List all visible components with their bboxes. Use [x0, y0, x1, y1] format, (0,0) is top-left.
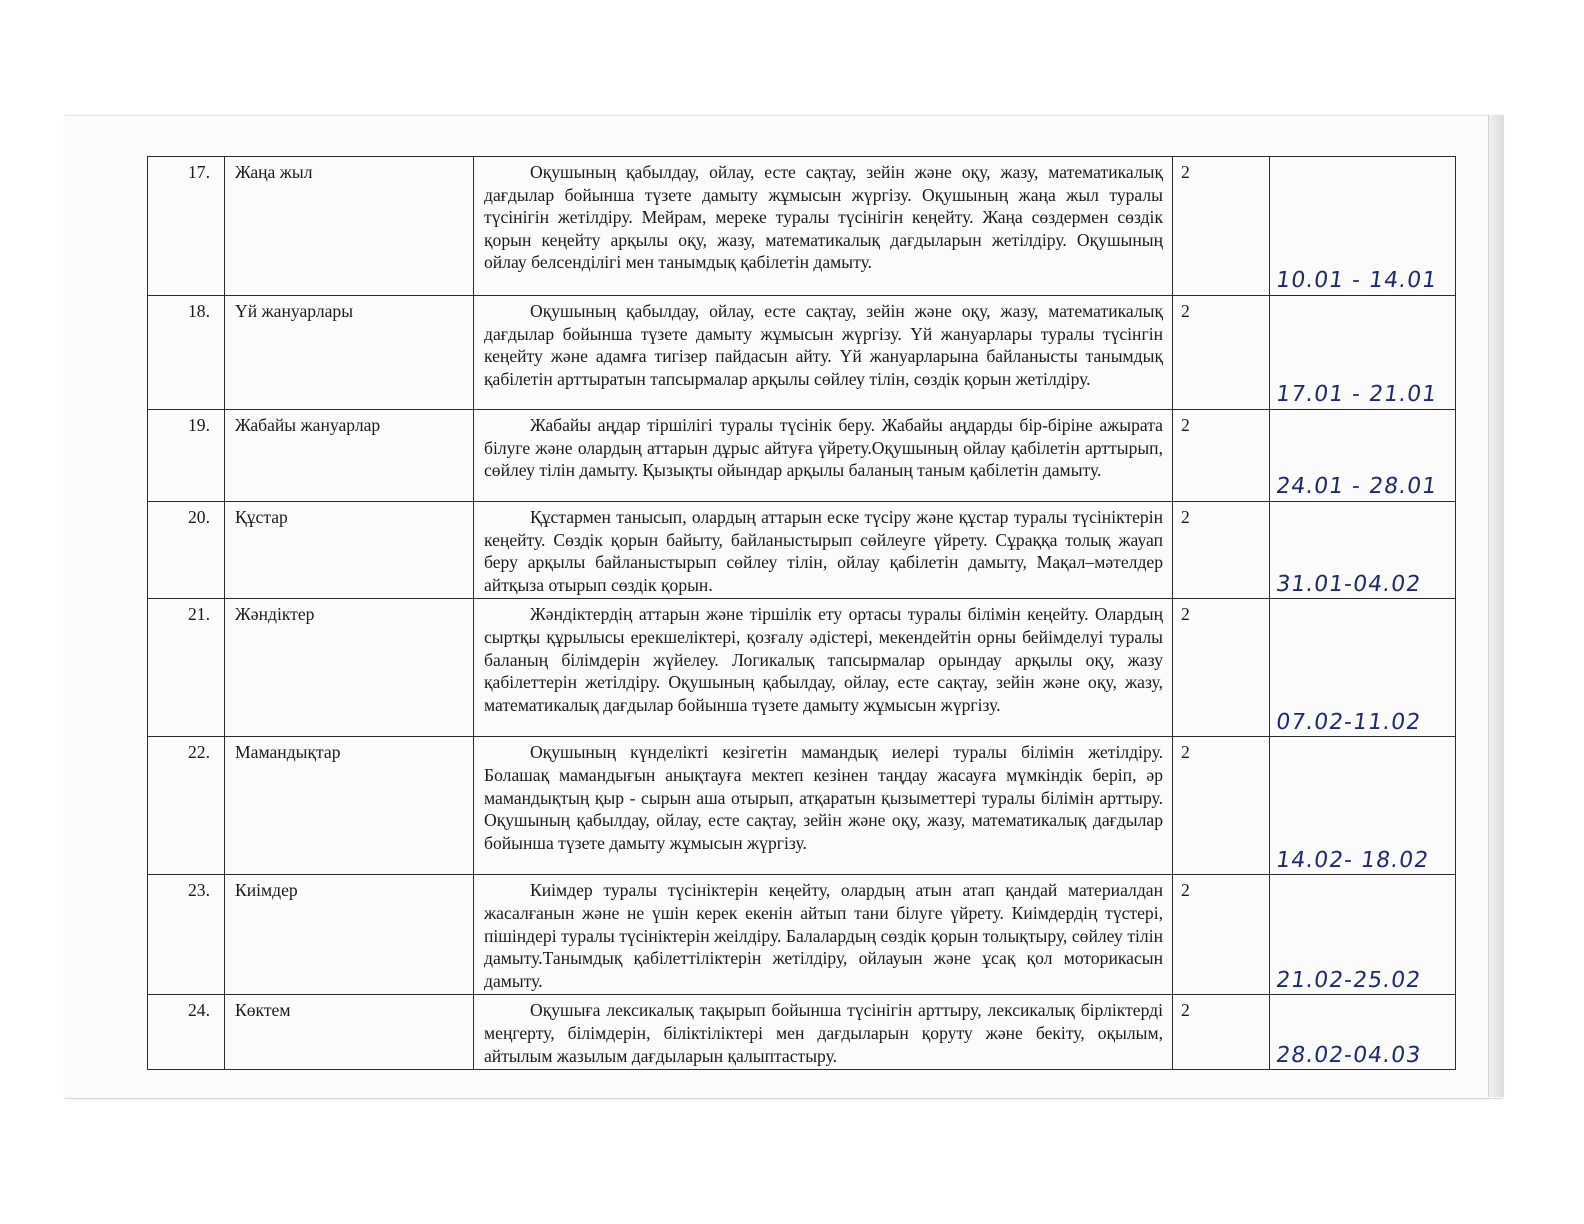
row-number: 17.: [148, 157, 225, 296]
topic-cell: Жәндіктер: [225, 599, 474, 737]
hours-cell: 2: [1173, 296, 1270, 410]
date-cell: [1270, 296, 1456, 410]
date-cell: [1270, 502, 1456, 599]
description-cell: [474, 737, 1173, 875]
row-number: 21.: [148, 599, 225, 737]
page-edge-shadow: [1488, 115, 1504, 1097]
hours-cell: 2: [1173, 599, 1270, 737]
table-row: [148, 157, 1456, 296]
hours-cell: 2: [1173, 995, 1270, 1070]
row-number: 20.: [148, 502, 225, 599]
row-number: 24.: [148, 995, 225, 1070]
description-cell: [474, 875, 1173, 995]
table-row: [148, 296, 1456, 410]
description-text: Құстармен танысып, олардың аттарын еске түсіру және құстар туралы түсініктерін кеңейту. Сөздік қорын байыту, байланыстырып сөйлеуге үйрету. Сұраққа толық жауап беру арқылы байланыстырып сөйлеу тілін, ойлау қабілетін дамыту, Мақал–мәтелдер айтқыза отырып сөздік қорын.: [484, 507, 1163, 595]
row-number: 19.: [148, 410, 225, 502]
table-row: [148, 875, 1456, 995]
description-text: Оқушының күнделікті кезігетін мамандық иелері туралы білімін жетілдіру. Болашақ мамандығын анықтауға мектеп кезінен таңдау жасауға мүмкіндік беріп, әр мамандықтың қыр - сырын аша отырып, атқаратын қызыметтері туралы білімін арттыру. Оқушының қабылдау, ойлау, есте сақтау, зейін және оқу, жазу, математикалық дағдылар бойынша түзете дамыту жұмысын жүргізу.: [484, 742, 1163, 853]
description-cell: [474, 410, 1173, 502]
description-text: Оқушыға лексикалық тақырып бойынша түсінігін арттыру, лексикалық бірліктерді меңгерту, білімдерін, біліктіліктері мен дағдыларын қоруту және бекіту, оқылым, айтылым жазылым дағдыларын қалыптастыру.: [484, 1000, 1163, 1066]
date-cell: [1270, 157, 1456, 296]
table-row: [148, 599, 1456, 737]
description-text: Жәндіктердің аттарын және тіршілік ету ортасы туралы білімін кеңейту. Олардың сыртқы құрылысы ерекшеліктері, қозғалу әдістері, мекендейтін орны бейімделуі туралы баланың білімдерін жүйелеу. Логикалық тапсырмалар орындау арқылы оқу, жазу қабілеттерін жетілдіру. Оқушының қабылдау, ойлау, есте сақтау, зейін және оқу, жазу, математикалық дағдылар бойынша түзете дамыту жұмысын жүргізу.: [484, 604, 1163, 715]
description-text: Киімдер туралы түсініктерін кеңейту, олардың атын атап қандай материалдан жасалғанын және не үшін керек екенін айтып тани білуге үйрету. Киімдердің түстері, пішіндері туралы түсініктерін жеілдіру. Балалардың сөздік қорын толықтыру, сөйлеу тілін дамыту.Танымдық қабілеттіліктерін жетілдіру, ойлауын және ұсақ қол моторикасын дамыту.: [484, 880, 1163, 991]
description-cell: [474, 296, 1173, 410]
lesson-plan-table: [147, 156, 1456, 1070]
handwritten-date: 14.02- 18.02: [1274, 847, 1431, 873]
handwritten-date: 10.01 - 14.01: [1274, 268, 1439, 294]
hours-cell: 2: [1173, 737, 1270, 875]
handwritten-date: 24.01 - 28.01: [1274, 474, 1439, 500]
date-cell: [1270, 875, 1456, 995]
description-cell: [474, 157, 1173, 296]
row-number: 22.: [148, 737, 225, 875]
hours-cell: 2: [1173, 157, 1270, 296]
date-cell: [1270, 410, 1456, 502]
description-text: Оқушының қабылдау, ойлау, есте сақтау, зейін және оқу, жазу, математикалық дағдылар бойынша түзете дамыту жұмысын жүргізу. Үй жануарлары туралы түсінгін кеңейту және адамға тигізер пайдасын айту. Үй жануарларына байланысты танымдық қабілетін арттыратын тапсырмалар арқылы сөйлеу тілін, сөздік қорын жетілдіру.: [484, 301, 1163, 389]
date-cell: [1270, 599, 1456, 737]
hours-cell: 2: [1173, 875, 1270, 995]
topic-cell: Киімдер: [225, 875, 474, 995]
handwritten-date: 31.01-04.02: [1274, 571, 1423, 597]
handwritten-date: 17.01 - 21.01: [1274, 382, 1439, 408]
description-cell: [474, 502, 1173, 599]
row-number: 18.: [148, 296, 225, 410]
date-cell: [1270, 995, 1456, 1070]
topic-cell: Жабайы жануарлар: [225, 410, 474, 502]
description-text: Оқушының қабылдау, ойлау, есте сақтау, зейін және оқу, жазу, математикалық дағдылар бойынша түзете дамыту жұмысын жүргізу. Оқушының жаңа жыл туралы түсінігін жетілдіру. Мейрам, мереке туралы түсінігін кеңейту. Жаңа сөздермен сөздік қорын кеңейту арқылы оқу, жазу, математикалық дағдыларын жетілдіру. Оқушының ойлау белсенділігі мен танымдық қабілетін дамыту.: [484, 162, 1163, 273]
table-row: [148, 737, 1456, 875]
topic-cell: Құстар: [225, 502, 474, 599]
table-row: [148, 995, 1456, 1070]
handwritten-date: 28.02-04.03: [1274, 1042, 1423, 1068]
hours-cell: 2: [1173, 410, 1270, 502]
hours-cell: 2: [1173, 502, 1270, 599]
topic-cell: Жаңа жыл: [225, 157, 474, 296]
description-cell: [474, 599, 1173, 737]
description-cell: [474, 995, 1173, 1070]
topic-cell: Мамандықтар: [225, 737, 474, 875]
topic-cell: Үй жануарлары: [225, 296, 474, 410]
description-text: Жабайы аңдар тіршілігі туралы түсінік беру. Жабайы аңдарды бір-біріне ажырата білуге және олардың аттарын дұрыс айтуға үйрету.Оқушының ойлау қабілетін арттырып, сөйлеу тілін дамыту. Қызықты ойындар арқылы баланың таным қабілетін дамыту.: [484, 415, 1163, 481]
table-row: [148, 502, 1456, 599]
date-cell: [1270, 737, 1456, 875]
row-number: 23.: [148, 875, 225, 995]
topic-cell: Көктем: [225, 995, 474, 1070]
handwritten-date: 21.02-25.02: [1274, 967, 1423, 993]
table-row: [148, 410, 1456, 502]
handwritten-date: 07.02-11.02: [1274, 709, 1423, 735]
